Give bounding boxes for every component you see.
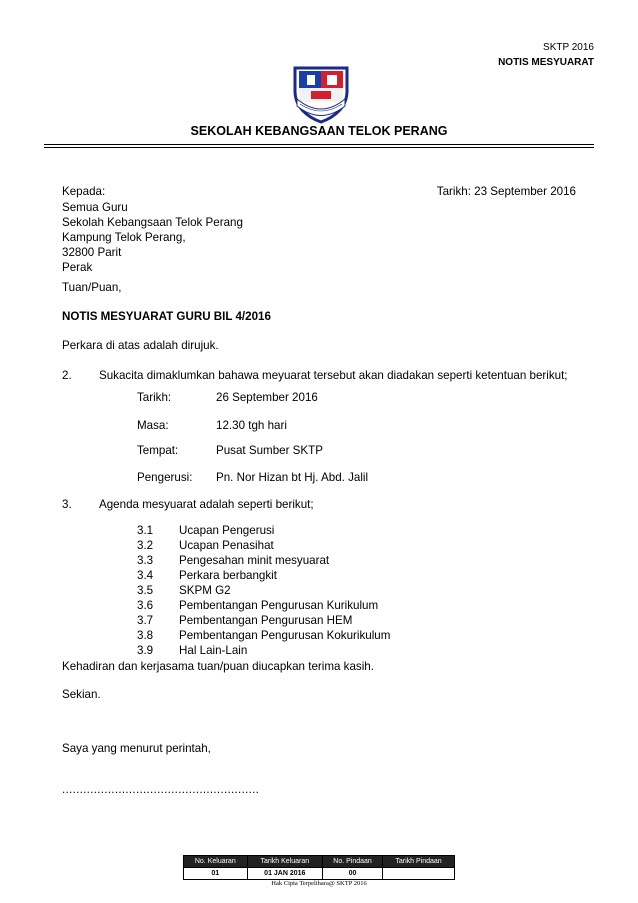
agenda-number: 3.7 [137, 614, 154, 627]
table-cell: 01 JAN 2016 [247, 868, 322, 880]
detail-value: Pn. Nor Hizan bt Hj. Abd. Jalil [216, 471, 369, 484]
table-header-cell: Tarikh Keluaran [247, 856, 322, 868]
document-control-table [183, 855, 455, 880]
agenda-number: 3.8 [137, 629, 154, 642]
copyright-notice: Hak Cipta Terpelihara@ SKTP 2016 [271, 880, 367, 887]
address-line: Semua Guru [62, 201, 128, 214]
table-header-cell: No. Pindaan [323, 856, 383, 868]
document-code: SKTP 2016 [543, 42, 594, 53]
table-cell [383, 868, 455, 880]
table-header-row [184, 856, 455, 868]
agenda-number: 3.4 [137, 569, 154, 582]
meeting-detail-row [137, 390, 318, 405]
agenda-item [137, 553, 390, 568]
meeting-detail-row [137, 443, 323, 458]
table-cell: 01 [184, 868, 248, 880]
school-name: SEKOLAH KEBANGSAAN TELOK PERANG [190, 124, 448, 138]
agenda-item [137, 628, 390, 643]
agenda-number: 3.3 [137, 554, 154, 567]
agenda-list [137, 523, 390, 658]
meeting-detail-row [137, 418, 287, 433]
agenda-text: SKPM G2 [179, 584, 231, 597]
detail-label: Masa: [137, 419, 169, 432]
detail-label: Tempat: [137, 444, 179, 457]
subject-line: NOTIS MESYUARAT GURU BIL 4/2016 [62, 310, 271, 323]
agenda-text: Pembentangan Pengurusan Kokurikulum [179, 629, 391, 642]
recipient-address [62, 200, 243, 275]
agenda-text: Pengesahan minit mesyuarat [179, 554, 330, 567]
para3-number: 3. [62, 498, 72, 511]
para3-text: Agenda mesyuarat adalah seperti berikut; [99, 498, 314, 511]
detail-value: 26 September 2016 [216, 391, 318, 404]
salutation: Tuan/Puan, [62, 281, 122, 294]
agenda-text: Pembentangan Pengurusan Kurikulum [179, 599, 379, 612]
agenda-text: Perkara berbangkit [179, 569, 277, 582]
agenda-number: 3.1 [137, 524, 154, 537]
agenda-item [137, 568, 390, 583]
address-line: Kampung Telok Perang, [62, 231, 186, 244]
para2-number: 2. [62, 369, 72, 382]
para2-text: Sukacita dimaklumkan bahawa meyuarat tersebut akan diadakan seperti ketentuan berikut; [99, 369, 568, 382]
to-label: Kepada: [62, 185, 106, 198]
meeting-detail-row [137, 470, 368, 485]
header-divider-double [44, 147, 594, 148]
intro-paragraph: Perkara di atas adalah dirujuk. [62, 339, 219, 352]
agenda-number: 3.6 [137, 599, 154, 612]
address-line: Perak [62, 261, 93, 274]
detail-label: Tarikh: [137, 391, 172, 404]
agenda-item [137, 643, 390, 658]
agenda-item [137, 583, 390, 598]
agenda-item [137, 538, 390, 553]
agenda-text: Ucapan Pengerusi [179, 524, 275, 537]
detail-label: Pengerusi: [137, 471, 193, 484]
agenda-number: 3.2 [137, 539, 154, 552]
closing-paragraph: Kehadiran dan kerjasama tuan/puan diucapkan terima kasih. [62, 660, 374, 673]
agenda-item [137, 523, 390, 538]
school-crest-logo [291, 63, 351, 125]
header-divider [44, 144, 594, 145]
table-header-cell: No. Keluaran [184, 856, 248, 868]
signature-line: ........................................................ [62, 783, 260, 796]
agenda-text: Hal Lain-Lain [179, 644, 248, 657]
agenda-number: 3.9 [137, 644, 154, 657]
sekian-line: Sekian. [62, 688, 101, 701]
address-line: 32800 Parit [62, 246, 122, 259]
agenda-item [137, 613, 390, 628]
table-row [184, 868, 455, 880]
letter-date: Tarikh: 23 September 2016 [436, 185, 576, 198]
document-type: NOTIS MESYUARAT [498, 57, 594, 68]
table-header-cell: Tarikh Pindaan [383, 856, 455, 868]
agenda-number: 3.5 [137, 584, 154, 597]
agenda-text: Pembentangan Pengurusan HEM [179, 614, 353, 627]
agenda-text: Ucapan Penasihat [179, 539, 274, 552]
address-line: Sekolah Kebangsaan Telok Perang [62, 216, 243, 229]
signoff-line: Saya yang menurut perintah, [62, 742, 211, 755]
table-cell: 00 [323, 868, 383, 880]
agenda-item [137, 598, 390, 613]
detail-value: Pusat Sumber SKTP [216, 444, 323, 457]
detail-value: 12.30 tgh hari [216, 419, 287, 432]
